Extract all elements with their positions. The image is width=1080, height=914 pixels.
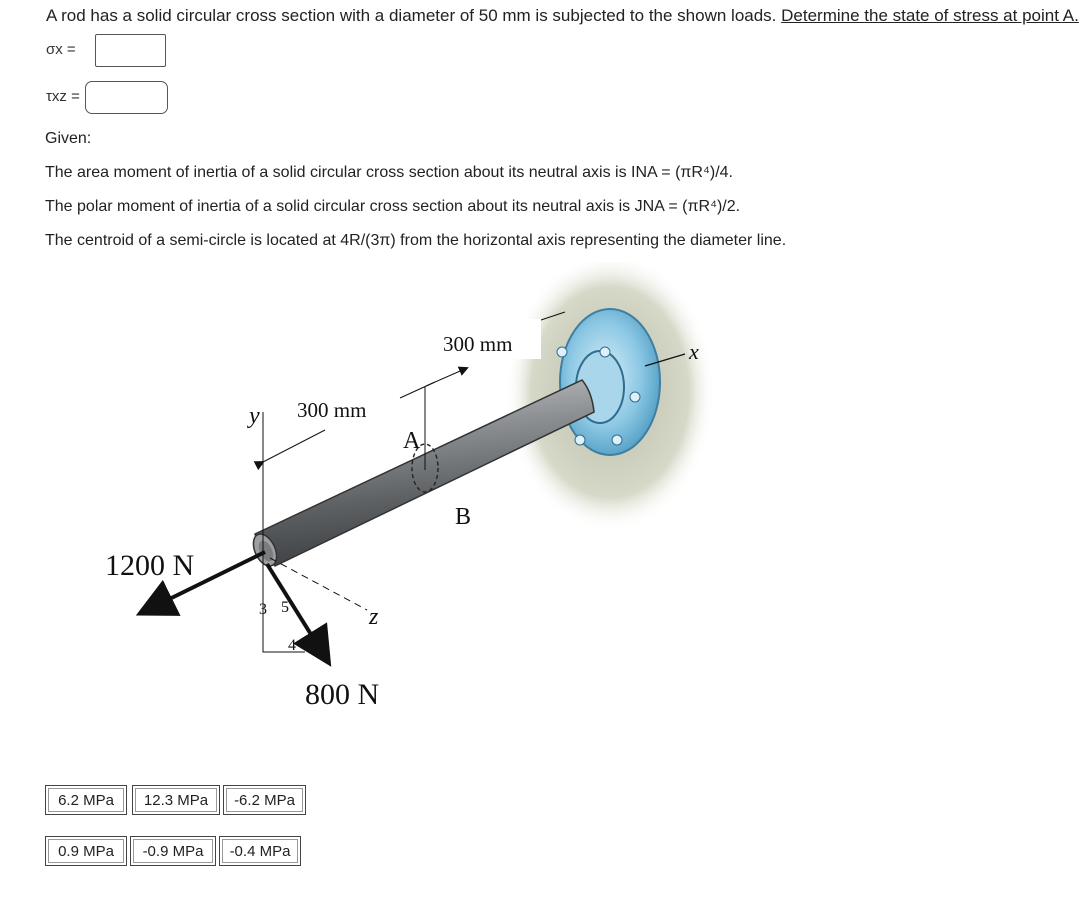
point-b-label: B: [455, 504, 472, 530]
option-chip[interactable]: 0.9 MPa: [45, 836, 127, 866]
option-chip[interactable]: -6.2 MPa: [223, 785, 306, 815]
point-a-label: A: [403, 428, 421, 454]
slope-5-label: 5: [281, 599, 289, 616]
option-chip[interactable]: -0.4 MPa: [219, 836, 301, 866]
x-axis-label: x: [689, 339, 699, 364]
given-line-centroid: The centroid of a semi-circle is located at 4R/(3π) from the horizontal axis representing the diameter line.: [45, 232, 787, 249]
question-text: [46, 6, 1079, 26]
force-1200n-label: 1200 N: [105, 549, 195, 582]
force-800n-label: 800 N: [305, 678, 380, 711]
given-line-polar: The polar moment of inertia of a solid circular cross section about its neutral axis is JNA = (πR⁴)/2.: [45, 198, 741, 215]
given-line-inertia: The area moment of inertia of a solid circular cross section about its neutral axis is INA = (πR⁴)/4.: [45, 164, 733, 181]
rod-diagram: [95, 262, 745, 722]
slope-4-label: 4: [288, 637, 296, 654]
force-arrow-800n: [267, 564, 327, 660]
given-heading: Given:: [45, 130, 92, 147]
option-chip[interactable]: -0.9 MPa: [130, 836, 216, 866]
tau-xz-label: τxz =: [46, 88, 80, 105]
option-chip[interactable]: 6.2 MPa: [45, 785, 127, 815]
z-axis-label: z: [369, 604, 379, 630]
slope-3-label: 3: [259, 601, 267, 618]
sigma-x-drop-target[interactable]: [95, 34, 166, 67]
question-link[interactable]: Determine the state of stress at point A.: [781, 6, 1079, 25]
question-prompt: A rod has a solid circular cross section with a diameter of 50 mm is subjected to the shown loads.: [46, 6, 782, 25]
dim-label-mid: 300 mm: [297, 398, 367, 422]
y-axis-label: y: [249, 403, 260, 429]
sigma-x-label: σx =: [46, 41, 76, 58]
option-chip[interactable]: 12.3 MPa: [132, 785, 220, 815]
tau-xz-drop-target[interactable]: [85, 81, 168, 114]
dim-label-top: 300 mm: [443, 332, 513, 356]
